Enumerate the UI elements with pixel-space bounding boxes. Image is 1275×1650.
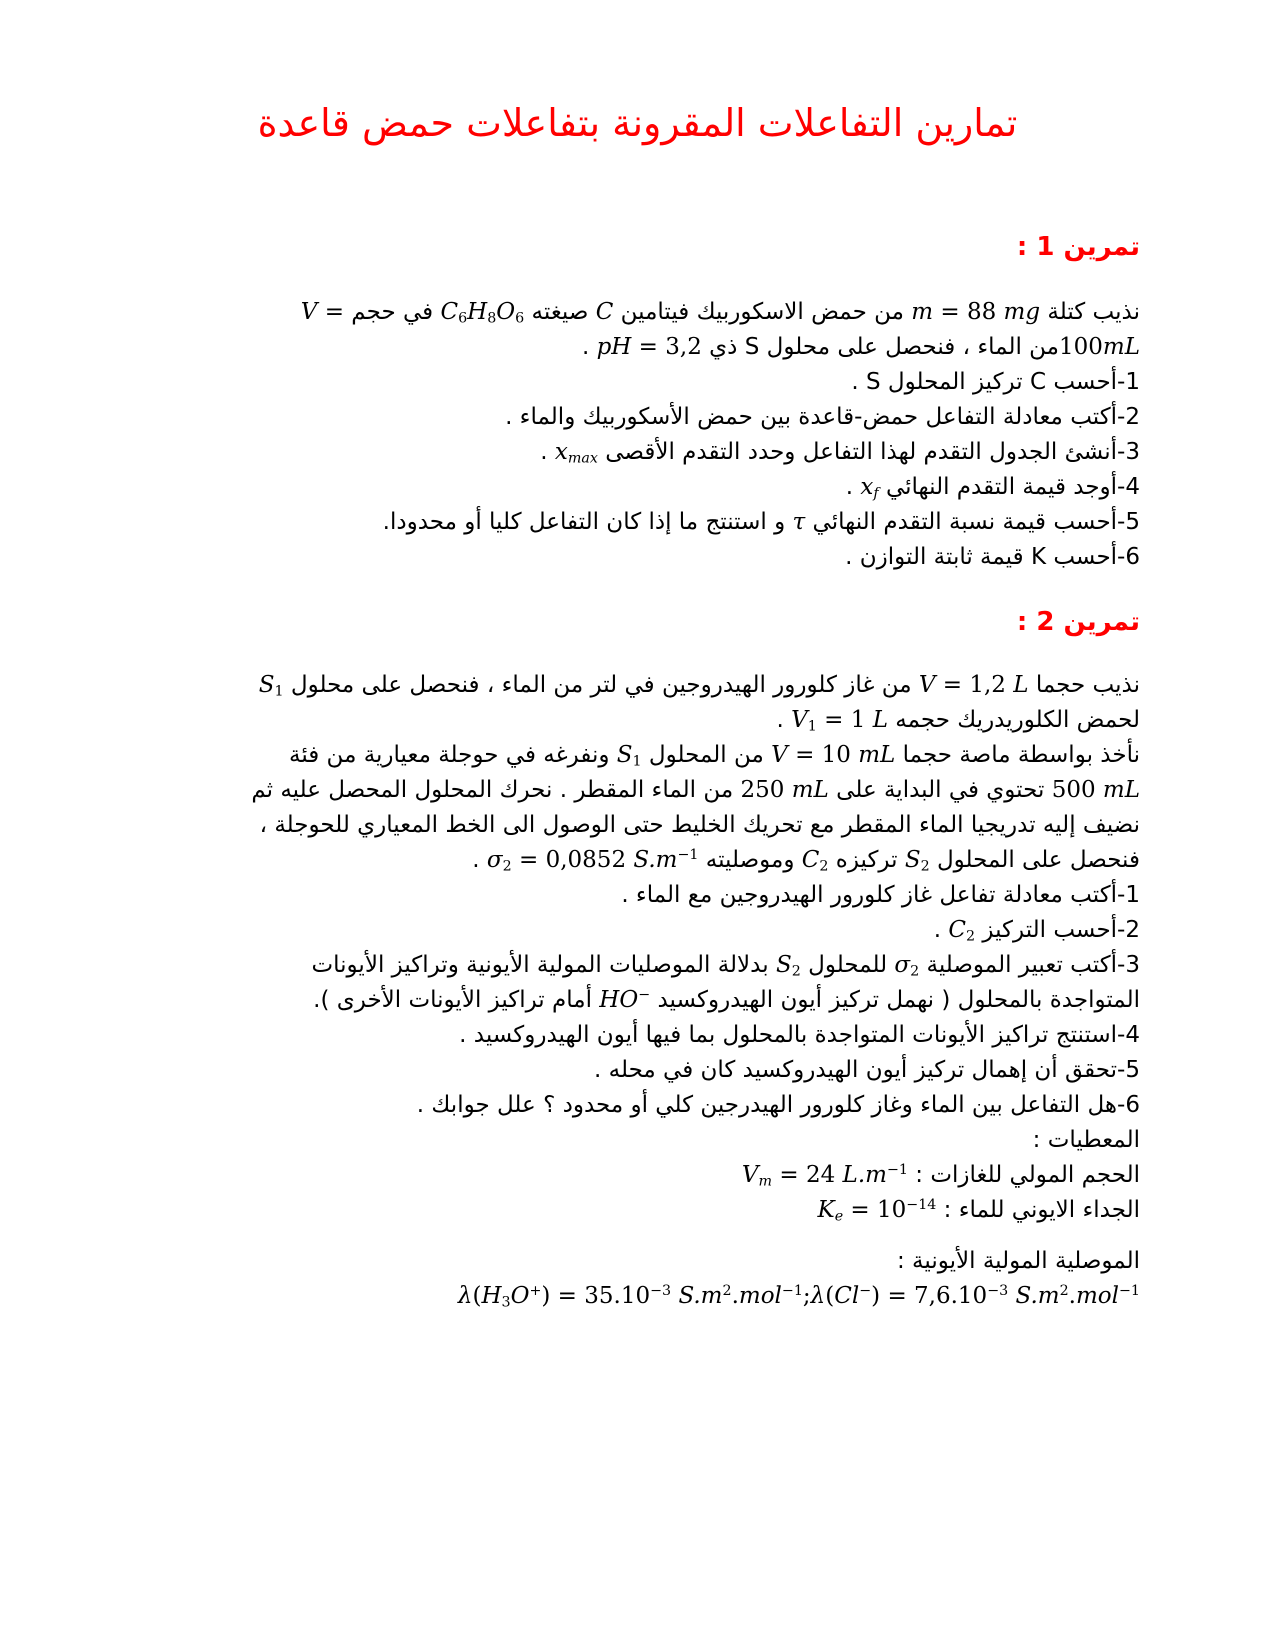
math-segment: V [791, 707, 808, 733]
document-title: تمارين التفاعلات المقرونة بتفاعلات حمض قاعدة [257, 101, 1018, 145]
math-segment: max [567, 450, 598, 467]
math-expression [555, 439, 598, 465]
math-segment: = 0,0852 [511, 847, 634, 873]
text-segment: . [845, 474, 861, 500]
math-segment: . [1068, 1283, 1076, 1309]
math-segment: 1 [274, 683, 284, 700]
text-segment: ونفرغه في حوجلة معيارية من فئة [288, 742, 617, 768]
text-line [40, 948, 1140, 983]
math-segment: O [496, 299, 516, 325]
math-segment: HO [599, 987, 639, 1013]
math-segment: mol [738, 1283, 782, 1309]
math-segment: S.m [633, 847, 678, 873]
math-segment: L.m [842, 1162, 887, 1188]
math-segment: = 88 [933, 299, 1004, 325]
text-segment: 3-أنشئ الجدول التقدم لهذا التفاعل وحدد التقدم الأقصى [597, 439, 1140, 465]
math-expression [894, 952, 919, 978]
math-segment: mL [1102, 334, 1140, 360]
text-segment: . [540, 439, 555, 465]
text-line [40, 365, 1140, 400]
document-content [0, 232, 1275, 1314]
math-segment: pH [596, 334, 632, 360]
math-expression [1059, 334, 1140, 360]
text-segment: 4-استنتج تراكيز الأيونات المتواجدة بالمحلول بما فيها أيون الهيدروكسيد . [459, 1022, 1140, 1048]
math-expression [776, 952, 801, 978]
math-segment: 250 [740, 777, 792, 803]
text-line [40, 435, 1140, 470]
text-segment: من غاز كلورور الهيدروجين في لتر من الماء ، فنحصل على محلول [283, 672, 919, 698]
math-segment: H [467, 299, 488, 325]
math-segment: −1 [677, 847, 699, 864]
math-segment: ( [472, 1283, 482, 1309]
math-expression [487, 847, 699, 873]
math-segment: = [317, 299, 344, 325]
text-segment: 1-أكتب معادلة تفاعل غاز كلورور الهيدروجين مع الماء . [621, 882, 1140, 908]
math-segment: V [771, 742, 788, 768]
math-segment: 2 [502, 858, 512, 875]
math-segment: ) = 35.10 [541, 1283, 651, 1309]
math-segment: e [834, 1208, 844, 1225]
text-segment: نذيب كتلة [1040, 299, 1140, 325]
math-expression [599, 987, 650, 1013]
math-expression [458, 1283, 1140, 1309]
math-expression [793, 509, 806, 535]
math-expression [596, 299, 614, 325]
math-segment: λ [457, 1283, 473, 1309]
math-segment: L [872, 707, 888, 733]
math-segment: ; [802, 1283, 811, 1309]
text-segment: من المحلول [641, 742, 772, 768]
math-segment: σ [894, 952, 911, 978]
math-segment: mL [791, 777, 829, 803]
math-segment: Cl [834, 1283, 860, 1309]
math-expression [905, 847, 930, 873]
math-segment: 2 [966, 928, 976, 945]
molar-conductivity-section [40, 1244, 1140, 1314]
math-segment: −3 [987, 1283, 1009, 1300]
text-line [40, 1088, 1140, 1123]
math-segment: S [258, 672, 275, 698]
text-segment: 5-أحسب قيمة نسبة التقدم النهائي [805, 509, 1140, 535]
math-segment: C [801, 847, 820, 873]
text-segment: المتواجدة بالمحلول ( نهمل تركيز أيون الهيدروكسيد [650, 987, 1140, 1013]
text-line [40, 1018, 1140, 1053]
math-expression [301, 299, 344, 325]
text-segment: 3-أكتب تعبير الموصلية [919, 952, 1140, 978]
math-segment: ) = 7,6.10 [871, 1283, 988, 1309]
text-segment: 2-أكتب معادلة التفاعل حمض-قاعدة بين حمض الأسكوربيك والماء . [505, 404, 1140, 430]
math-segment: λ [810, 1283, 826, 1309]
math-segment: = 1,2 [935, 672, 1014, 698]
text-segment: للمحلول [800, 952, 895, 978]
text-segment: نضيف إليه تدريجيا الماء المقطر مع تحريك الخليط حتى الوصول الى الخط المعياري للحوجلة ، [259, 812, 1140, 838]
text-segment: وموصليته [698, 847, 802, 873]
text-segment: المعطيات : [1032, 1127, 1140, 1153]
math-segment: − [859, 1283, 872, 1300]
math-expression [742, 1162, 908, 1188]
text-segment: من حمض الاسكوربيك فيتامين [613, 299, 912, 325]
math-expression [1052, 777, 1140, 803]
text-segment: في حجم [343, 299, 441, 325]
math-segment: − [638, 987, 651, 1004]
math-expression [771, 742, 895, 768]
math-segment: 8 [487, 310, 497, 327]
text-line [40, 1193, 1140, 1228]
math-segment: x [554, 439, 568, 465]
math-segment: 2 [791, 963, 801, 980]
text-line [40, 505, 1140, 540]
math-segment: 2 [819, 858, 829, 875]
math-expression [741, 777, 829, 803]
math-segment: mL [1102, 777, 1140, 803]
exercise2-body [40, 668, 1140, 1228]
math-expression [617, 742, 642, 768]
math-segment: mg [1003, 299, 1041, 325]
text-segment: صيغته [524, 299, 596, 325]
math-segment: mL [858, 742, 896, 768]
exercise1-body [40, 295, 1140, 575]
text-line [40, 913, 1140, 948]
math-segment: 1 [632, 753, 642, 770]
text-segment: تحتوي في البداية على [828, 777, 1052, 803]
math-segment: + [529, 1283, 542, 1300]
math-expression [440, 299, 524, 325]
math-segment: m [758, 1173, 773, 1190]
text-segment: فنحصل على المحلول [929, 847, 1140, 873]
text-segment: بدلالة الموصليات المولية الأيونية وتراكيز الأيونات [311, 952, 776, 978]
math-segment: = 10 [787, 742, 859, 768]
text-line [40, 878, 1140, 913]
text-segment: الحجم المولي للغازات : [907, 1162, 1140, 1188]
math-expression [911, 299, 1040, 325]
math-segment: = 1 [816, 707, 873, 733]
text-segment: . [581, 334, 597, 360]
math-expression [597, 334, 702, 360]
text-line [40, 540, 1140, 575]
math-segment: 2 [1059, 1283, 1069, 1300]
text-line [40, 1123, 1140, 1158]
text-line [40, 1158, 1140, 1193]
math-segment: C [948, 917, 967, 943]
math-segment: 2 [920, 858, 930, 875]
math-segment: −1 [781, 1283, 803, 1300]
math-segment: mol [1075, 1283, 1119, 1309]
math-segment: ( [825, 1283, 835, 1309]
text-segment: الجداء الايوني للماء : [936, 1197, 1140, 1223]
text-line [40, 983, 1140, 1018]
text-segment: 4-أوجد قيمة التقدم النهائي [878, 474, 1140, 500]
text-segment: نأخذ بواسطة ماصة حجما [895, 742, 1140, 768]
text-segment: 6-أحسب K قيمة ثابتة التوازن . [845, 544, 1140, 570]
math-expression [818, 1197, 937, 1223]
text-line [40, 330, 1140, 365]
math-segment: m [911, 299, 934, 325]
math-segment: 3 [501, 1294, 511, 1311]
math-segment: L [1013, 672, 1029, 698]
math-segment: 100 [1059, 334, 1103, 360]
text-segment: . [933, 917, 949, 943]
math-segment: S [904, 847, 921, 873]
math-segment: S.m [678, 1283, 723, 1309]
text-line [40, 808, 1140, 843]
math-expression [860, 474, 878, 500]
text-segment: من الماء المقطر . نحرك المحلول المحصل عليه ثم [251, 777, 741, 803]
text-line [40, 1279, 1140, 1314]
math-expression [802, 847, 829, 873]
text-line [40, 1053, 1140, 1088]
math-segment: = 3,2 [631, 334, 702, 360]
text-segment: نذيب حجما [1028, 672, 1140, 698]
math-segment: O [510, 1283, 530, 1309]
math-segment [1008, 1283, 1015, 1309]
math-segment: 6 [458, 310, 468, 327]
math-segment: S [616, 742, 633, 768]
text-segment: 1-أحسب C تركيز المحلول S . [851, 369, 1140, 395]
math-segment: = 24 [772, 1162, 843, 1188]
text-line [40, 470, 1140, 505]
math-segment: S [775, 952, 792, 978]
math-segment: S.m [1015, 1283, 1060, 1309]
math-segment: 2 [910, 963, 920, 980]
math-segment: τ [792, 509, 806, 535]
math-segment: −1 [1118, 1283, 1140, 1300]
math-segment: −1 [886, 1162, 908, 1179]
text-segment: الموصلية المولية الأيونية : [897, 1248, 1140, 1274]
math-segment: H [481, 1283, 502, 1309]
math-segment: −14 [906, 1197, 937, 1214]
text-line [40, 738, 1140, 773]
math-segment: 1 [807, 718, 817, 735]
math-segment: f [873, 485, 879, 502]
exercise2-heading: تمرين 2 : [1016, 607, 1140, 637]
text-segment: تركيزه [828, 847, 905, 873]
text-segment: 6-هل التفاعل بين الماء وغاز كلورور الهيدرجين كلي أو محدود ؟ علل جوابك . [416, 1092, 1140, 1118]
math-segment: 2 [722, 1283, 732, 1300]
text-line [40, 843, 1140, 878]
text-line [40, 703, 1140, 738]
math-expression [259, 672, 284, 698]
text-line [40, 773, 1140, 808]
math-segment: x [860, 474, 874, 500]
text-segment: . [776, 707, 792, 733]
text-line [40, 668, 1140, 703]
text-segment: . [472, 847, 487, 873]
text-line [40, 400, 1140, 435]
math-segment: . [731, 1283, 739, 1309]
math-expression [791, 707, 888, 733]
text-line [40, 295, 1140, 330]
exercise1-heading: تمرين 1 : [1016, 232, 1140, 262]
math-segment: 6 [515, 310, 525, 327]
text-segment: 5-تحقق أن إهمال تركيز أيون الهيدروكسيد كان في محله . [594, 1057, 1140, 1083]
math-expression [948, 917, 975, 943]
text-segment: أمام تراكيز الأيونات الأخرى ). [313, 987, 600, 1013]
text-line [40, 1244, 1140, 1279]
math-segment: V [300, 299, 318, 325]
math-expression [919, 672, 1029, 698]
text-segment: من الماء ، فنحصل على محلول S ذي [701, 334, 1059, 360]
math-segment: C [440, 299, 459, 325]
math-segment: −3 [650, 1283, 672, 1300]
math-segment: V [918, 672, 936, 698]
math-segment: K [817, 1197, 835, 1223]
math-segment: C [595, 299, 614, 325]
text-segment: 2-أحسب التركيز [975, 917, 1140, 943]
math-segment: = 10 [843, 1197, 907, 1223]
text-segment: و استنتج ما إذا كان التفاعل كليا أو محدودا. [382, 509, 793, 535]
math-segment: V [741, 1162, 759, 1188]
math-segment: σ [486, 847, 503, 873]
text-segment: لحمض الكلوريدريك حجمه [887, 707, 1140, 733]
math-segment: 500 [1051, 777, 1103, 803]
